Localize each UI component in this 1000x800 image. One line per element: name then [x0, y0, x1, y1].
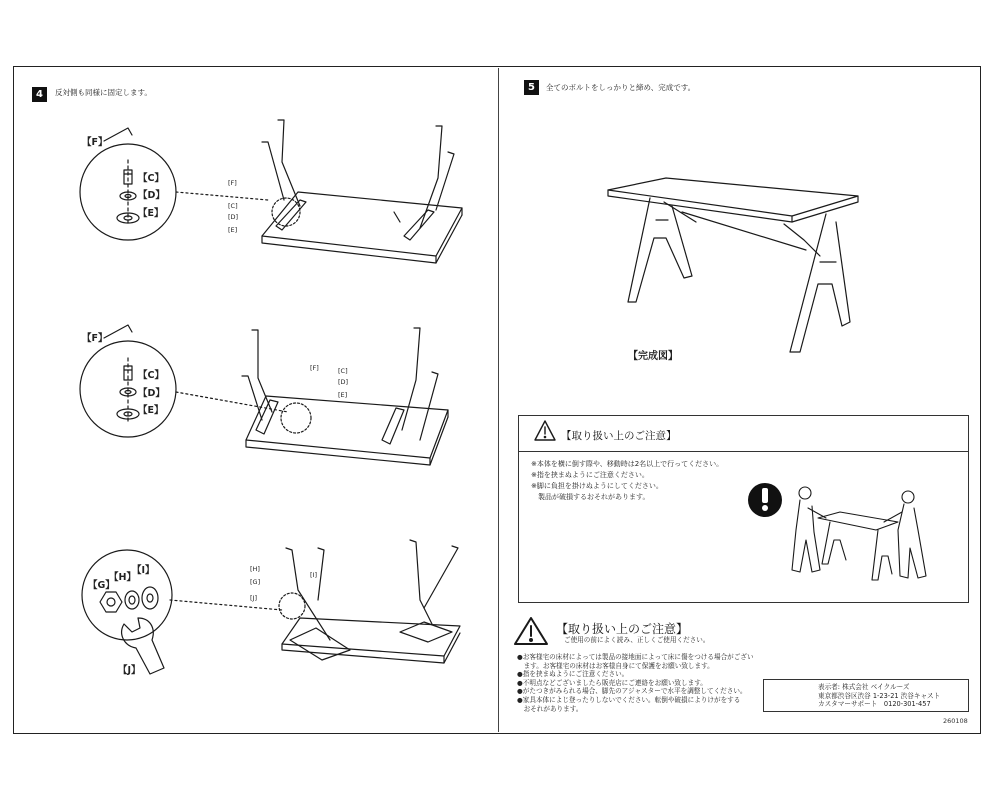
small-label-e: [E]	[228, 226, 238, 234]
hex-key-icon	[104, 128, 132, 141]
small-label-j: [J]	[250, 594, 257, 602]
small-label-e: [E]	[338, 391, 348, 399]
warning-triangle-icon	[515, 618, 547, 644]
seller-info-line: 東京都渋谷区渋谷 1-23-21 渋谷キャスト	[818, 691, 941, 700]
table-upside-down-1	[262, 120, 462, 263]
part-label-d: 【D】	[138, 190, 165, 201]
part-label-d: 【D】	[138, 388, 165, 399]
completed-caption: 【完成図】	[628, 351, 678, 362]
caution-note-line: ●不明点などございましたら販売店にご連絡をお願い致します。	[517, 678, 707, 687]
caution-box	[518, 415, 969, 603]
part-label-i: 【I】	[132, 565, 155, 576]
document-code: 260108	[943, 717, 968, 725]
step-5-instruction: 全てのボルトをしっかりと締め、完成です。	[546, 83, 696, 92]
caution-note-line: おそれがあります。	[517, 704, 583, 713]
caution-line: ※指を挟まぬようにご注意ください。	[531, 471, 649, 479]
part-label-h: 【H】	[109, 572, 136, 583]
part-label-f: 【F】	[82, 333, 108, 344]
caution-note-line: ます。お客様宅の床材はお客様自身にて保護をお願い致します。	[517, 661, 714, 670]
part-label-f: 【F】	[82, 137, 108, 148]
small-label-c: [C]	[338, 367, 348, 375]
caution-note-line: ●家具本体によじ登ったりしないでください。転倒や破損によりけがをする	[517, 695, 741, 704]
seller-info-box	[763, 679, 969, 712]
completed-table	[608, 178, 858, 352]
leader-line	[176, 192, 268, 200]
part-label-e: 【E】	[138, 208, 164, 219]
caution-box-header	[519, 416, 968, 452]
part-label-c: 【C】	[138, 370, 164, 381]
caution-line: ※脚に負担を掛けぬようにしてください。	[531, 482, 663, 490]
part-label-j: 【J】	[118, 665, 141, 676]
caution-line: 製品が破損するおそれがあります。	[531, 493, 650, 501]
caution-notes-list	[517, 653, 754, 713]
caution-note-line: ●お客様宅の床材によっては製品の接地面によって床に傷をつける場合がござい	[517, 653, 754, 661]
table-upside-down-3	[279, 540, 460, 663]
small-label-d: [D]	[338, 378, 349, 386]
step-5-badge: 5	[524, 80, 539, 95]
small-label-g: [G]	[250, 578, 261, 586]
caution-box-title: 【取り扱い上のご注意】	[561, 430, 677, 442]
part-label-g: 【G】	[88, 580, 115, 591]
caution-line: ※本体を横に倒す際や、移動時は2名以上で行ってください。	[531, 460, 724, 468]
small-label-d: [D]	[228, 213, 239, 221]
caution-notes-title: 【取り扱い上のご注意】	[556, 622, 689, 636]
step-4-badge: 4	[32, 87, 47, 102]
caution-box-body	[531, 459, 723, 503]
small-label-c: [C]	[228, 202, 238, 210]
caution-note-line: ●指を挟まぬようにご注意ください。	[517, 670, 629, 679]
part-label-e: 【E】	[138, 405, 164, 416]
hex-key-icon	[104, 325, 132, 338]
seller-info-line: 表示者: 株式会社 ベイクルーズ	[818, 683, 910, 691]
part-label-c: 【C】	[138, 173, 164, 184]
small-label-f: [F]	[228, 179, 237, 187]
caution-note-line: ●がたつきがみられる場合、脚先のアジャスターで水平を調整してください。	[517, 687, 747, 696]
seller-info-line: カスタマーサポート 0120-301-457	[818, 700, 931, 709]
small-label-h: [H]	[250, 565, 260, 573]
caution-notes-subtitle: ご使用の前によく読み、正しくご使用ください。	[564, 636, 710, 644]
small-label-f: [F]	[310, 364, 319, 372]
small-label-i: [I]	[310, 571, 317, 579]
step-4-instruction: 反対側も同様に固定します。	[55, 88, 152, 97]
leader-line	[170, 600, 282, 610]
